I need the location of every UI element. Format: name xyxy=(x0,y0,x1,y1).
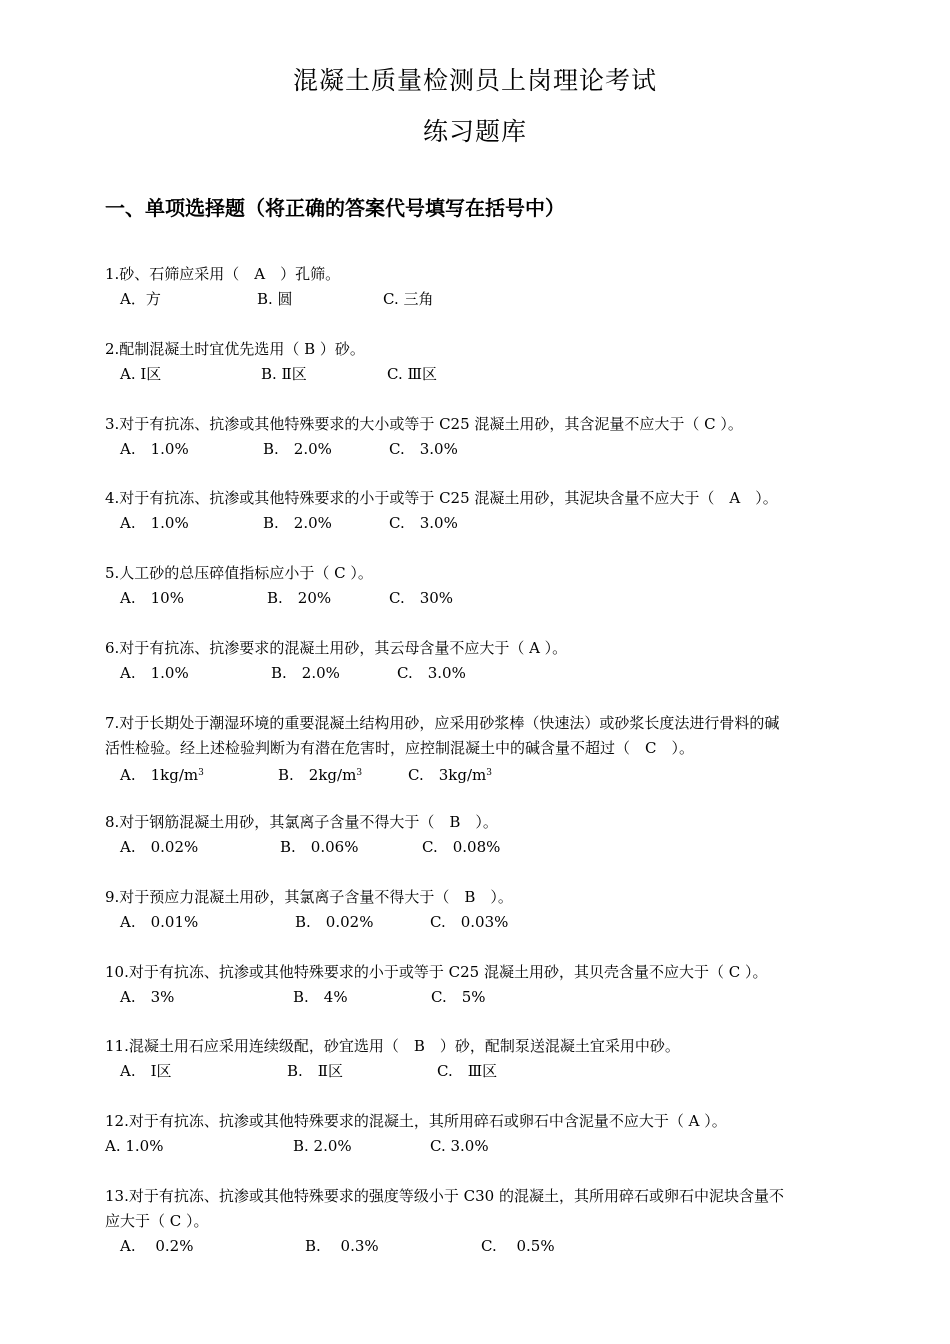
question-text: 6.对于有抗冻、抗渗要求的混凝土用砂，其云母含量不应大于（ A ）。 xyxy=(105,639,568,657)
answer-option xyxy=(105,1134,163,1159)
question-item xyxy=(105,711,855,786)
question-item xyxy=(105,1109,855,1159)
question-item xyxy=(105,960,855,1010)
answer-option xyxy=(383,287,433,312)
answer-options xyxy=(105,761,855,786)
question-text: 10.对于有抗冻、抗渗或其他特殊要求的小于或等于 C25 混凝土用砂，其贝壳含量不应大于（ C ）。 xyxy=(105,963,768,981)
answer-option xyxy=(287,1059,343,1084)
answer-option xyxy=(397,661,466,686)
answer-option xyxy=(263,437,332,462)
answer-option-text: C. 30% xyxy=(389,589,454,607)
section-heading: 一、单项选择题（将正确的答案代号填写在括号中） xyxy=(105,196,565,220)
answer-option-text: A. Ⅰ区 xyxy=(120,365,162,383)
answer-option xyxy=(389,437,458,462)
unit-superscript: 3 xyxy=(356,768,363,778)
answer-option xyxy=(120,761,204,788)
answer-options xyxy=(105,437,855,462)
unit-superscript: 3 xyxy=(198,768,204,778)
answer-options xyxy=(105,1134,855,1159)
answer-option xyxy=(120,1059,172,1084)
answer-option-text: B. Ⅱ区 xyxy=(287,1062,343,1080)
answer-option xyxy=(120,835,198,860)
answer-option-text: A. 1.0% xyxy=(120,440,189,458)
answer-option-text: B. 2.0% xyxy=(271,664,340,682)
document-title: 混凝土质量检测员上岗理论考试 xyxy=(292,66,657,95)
answer-option-text: B. 20% xyxy=(267,589,332,607)
answer-option-text: C. 5% xyxy=(431,988,486,1006)
answer-option xyxy=(120,985,174,1010)
answer-option-text: A. 1.0% xyxy=(120,664,189,682)
answer-option xyxy=(430,1134,489,1159)
answer-option-text: B. 2.0% xyxy=(263,514,332,532)
answer-option-text: B. 圆 xyxy=(257,290,293,308)
answer-option xyxy=(431,985,486,1010)
answer-option xyxy=(120,661,189,686)
answer-option-text: B. 4% xyxy=(293,988,348,1006)
answer-option-text: B. 2kg/m xyxy=(278,766,357,784)
answer-option-text: A. Ⅰ区 xyxy=(120,1062,172,1080)
answer-option-text: B. Ⅱ区 xyxy=(261,365,307,383)
answer-options xyxy=(105,1059,855,1084)
answer-option xyxy=(263,511,332,536)
answer-option xyxy=(408,761,492,788)
answer-option xyxy=(267,586,331,611)
answer-option xyxy=(120,1234,193,1259)
question-text: 3.对于有抗冻、抗渗或其他特殊要求的大小或等于 C25 混凝土用砂，其含泥量不应大于（ C ）。 xyxy=(105,415,743,433)
question-item xyxy=(105,885,855,935)
answer-option xyxy=(293,1134,352,1159)
question-text: 8.对于钢筋混凝土用砂，其氯离子含量不得大于（ B ）。 xyxy=(105,813,498,831)
answer-option-text: A. 3% xyxy=(120,988,175,1006)
answer-option-text: C. 0.5% xyxy=(481,1237,555,1255)
answer-option-text: A. 0.02% xyxy=(120,838,199,856)
answer-option-text: C. 0.03% xyxy=(430,913,509,931)
question-text: 12.对于有抗冻、抗渗或其他特殊要求的混凝土，其所用碎石或卵石中含泥量不应大于（ A ）。 xyxy=(105,1112,727,1130)
answer-options xyxy=(105,835,855,860)
answer-option-text: C. 3.0% xyxy=(389,514,458,532)
answer-option-text: A. 0.2% xyxy=(120,1237,194,1255)
question-text: 13.对于有抗冻、抗渗或其他特殊要求的强度等级小于 C30 的混凝土，其所用碎石或卵石中泥块含量不 xyxy=(105,1187,784,1205)
answer-option xyxy=(389,511,458,536)
document-subtitle: 练习题库 xyxy=(422,117,527,146)
answer-option xyxy=(120,910,198,935)
question-text: 1.砂、石筛应采用（ A ）孔筛。 xyxy=(105,265,341,283)
question-text: 5.人工砂的总压碎值指标应小于（ C ）。 xyxy=(105,564,373,582)
question-text: 4.对于有抗冻、抗渗或其他特殊要求的小于或等于 C25 混凝土用砂，其泥块含量不应大于（ A ）。 xyxy=(105,489,778,507)
answer-option xyxy=(261,362,307,387)
answer-option-text: B. 0.06% xyxy=(280,838,359,856)
question-text: 9.对于预应力混凝土用砂，其氯离子含量不得大于（ B ）。 xyxy=(105,888,513,906)
question-text: 11.混凝土用石应采用连续级配，砂宜选用（ B ）砂，配制泵送混凝土宜采用中砂。 xyxy=(105,1037,680,1055)
answer-option-text: A. 1.0% xyxy=(120,514,189,532)
answer-option xyxy=(271,661,340,686)
answer-option-text: B. 2.0% xyxy=(293,1137,352,1155)
answer-option xyxy=(278,761,362,788)
question-item xyxy=(105,1034,855,1084)
question-text: 7.对于长期处于潮湿环境的重要混凝土结构用砂，应采用砂浆棒（快速法）或砂浆长度法进行骨料的碱 xyxy=(105,714,780,732)
answer-option xyxy=(430,910,508,935)
answer-option xyxy=(257,287,293,312)
answer-option-text: C. 三角 xyxy=(383,290,434,308)
answer-option xyxy=(422,835,500,860)
answer-option xyxy=(437,1059,497,1084)
question-text: 应大于（ C ）。 xyxy=(105,1212,209,1230)
answer-option-text: A. 1.0% xyxy=(105,1137,164,1155)
question-item xyxy=(105,561,855,611)
answer-options xyxy=(105,586,855,611)
question-item xyxy=(105,337,855,387)
answer-option-text: C. Ⅲ区 xyxy=(387,365,437,383)
answer-option xyxy=(387,362,437,387)
answer-options xyxy=(105,661,855,686)
answer-option-text: B. 0.3% xyxy=(305,1237,379,1255)
answer-option xyxy=(120,437,189,462)
answer-option-text: A. 1kg/m xyxy=(120,766,199,784)
answer-option xyxy=(481,1234,555,1259)
answer-option-text: C. 3.0% xyxy=(389,440,458,458)
answer-option xyxy=(120,287,161,312)
answer-option-text: B. 2.0% xyxy=(263,440,332,458)
answer-option-text: C. 3kg/m xyxy=(408,766,487,784)
answer-option xyxy=(120,511,189,536)
answer-option xyxy=(293,985,348,1010)
answer-options xyxy=(105,910,855,935)
answer-options xyxy=(105,1234,855,1259)
question-item xyxy=(105,486,855,536)
answer-option-text: C. 3.0% xyxy=(430,1137,489,1155)
question-item xyxy=(105,810,855,860)
answer-options xyxy=(105,511,855,536)
question-text: 2.配制混凝土时宜优先选用（ B ）砂。 xyxy=(105,340,365,358)
question-item xyxy=(105,262,855,312)
question-text: 活性检验。经上述检验判断为有潜在危害时，应控制混凝土中的碱含量不超过（ C ）。 xyxy=(105,739,694,757)
answer-options xyxy=(105,985,855,1010)
answer-option xyxy=(280,835,358,860)
answer-option-text: A. 0.01% xyxy=(120,913,199,931)
answer-option xyxy=(120,586,184,611)
answer-options xyxy=(105,287,855,312)
question-item xyxy=(105,1184,855,1259)
answer-option-text: C. Ⅲ区 xyxy=(437,1062,498,1080)
answer-option xyxy=(305,1234,379,1259)
answer-option xyxy=(120,362,161,387)
answer-option-text: C. 3.0% xyxy=(397,664,466,682)
answer-option-text: C. 0.08% xyxy=(422,838,501,856)
answer-option xyxy=(295,910,373,935)
question-item xyxy=(105,412,855,462)
answer-option xyxy=(389,586,453,611)
answer-options xyxy=(105,362,855,387)
answer-option-text: A．方 xyxy=(120,290,161,308)
question-item xyxy=(105,636,855,686)
answer-option-text: B. 0.02% xyxy=(295,913,374,931)
unit-superscript: 3 xyxy=(486,768,492,778)
answer-option-text: A. 10% xyxy=(120,589,184,607)
